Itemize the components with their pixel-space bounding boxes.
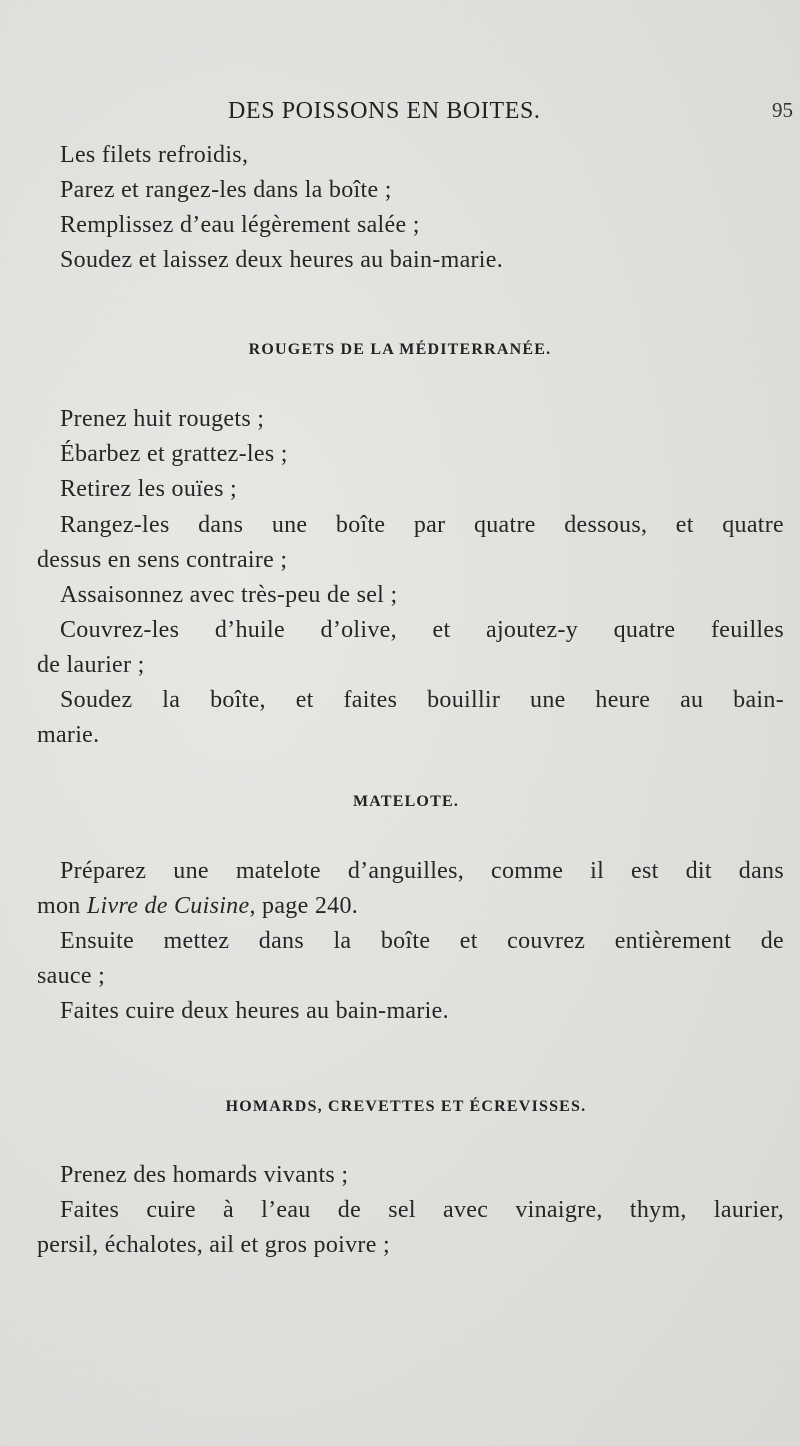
book-title-italic: Livre de Cuisine bbox=[86, 893, 250, 919]
paragraph-line: Les filets refroidis, bbox=[60, 142, 249, 168]
paragraph-line: persil, échalotes, ail et gros poivre ; bbox=[37, 1232, 390, 1258]
paragraph-line: de laurier ; bbox=[37, 652, 145, 678]
section-heading-matelote: MATELOTE. bbox=[352, 793, 460, 810]
page-number: 95 bbox=[772, 98, 793, 122]
paragraph-line: dessus en sens contraire ; bbox=[37, 547, 288, 573]
paragraph-line: Ensuite mettez dans la boîte et couvrez entièrement de bbox=[60, 928, 784, 954]
paragraph-line: Ébarbez et grattez-les ; bbox=[60, 441, 288, 467]
paragraph-line: Retirez les ouïes ; bbox=[60, 476, 237, 502]
paragraph-line: Prenez huit rougets ; bbox=[60, 406, 265, 432]
text-run: mon bbox=[37, 893, 87, 919]
section-heading-rougets: ROUGETS DE LA MÉDITERRANÉE. bbox=[248, 341, 552, 358]
paragraph-line: Soudez et laissez deux heures au bain-marie. bbox=[60, 247, 504, 273]
paragraph-line: sauce ; bbox=[37, 963, 106, 989]
paragraph-line: Remplissez d’eau légèrement salée ; bbox=[60, 212, 420, 238]
paragraph-line: Couvrez-les d’huile d’olive, et ajoutez-y quatre feuilles bbox=[60, 617, 784, 643]
running-head bbox=[0, 98, 800, 134]
paragraph-line: marie. bbox=[37, 722, 100, 748]
running-title: DES POISSONS EN BOITES. bbox=[228, 98, 541, 124]
paragraph-line bbox=[37, 891, 358, 921]
paragraph-line: Faites cuire deux heures au bain-marie. bbox=[60, 998, 449, 1024]
paragraph-line: Faites cuire à l’eau de sel avec vinaigre, thym, laurier, bbox=[60, 1197, 784, 1223]
paragraph-line: Rangez-les dans une boîte par quatre dessous, et quatre bbox=[60, 512, 784, 538]
paragraph-line: Parez et rangez-les dans la boîte ; bbox=[60, 177, 392, 203]
paragraph-line: Soudez la boîte, et faites bouillir une heure au bain- bbox=[60, 687, 784, 713]
paragraph-line: Préparez une matelote d’anguilles, comme il est dit dans bbox=[60, 858, 784, 884]
section-heading-homards: HOMARDS, CREVETTES ET ÉCREVISSES. bbox=[225, 1098, 587, 1115]
paragraph-line: Prenez des homards vivants ; bbox=[60, 1162, 349, 1188]
text-run: , page 240. bbox=[249, 893, 359, 919]
paragraph-line: Assaisonnez avec très-peu de sel ; bbox=[60, 582, 398, 608]
